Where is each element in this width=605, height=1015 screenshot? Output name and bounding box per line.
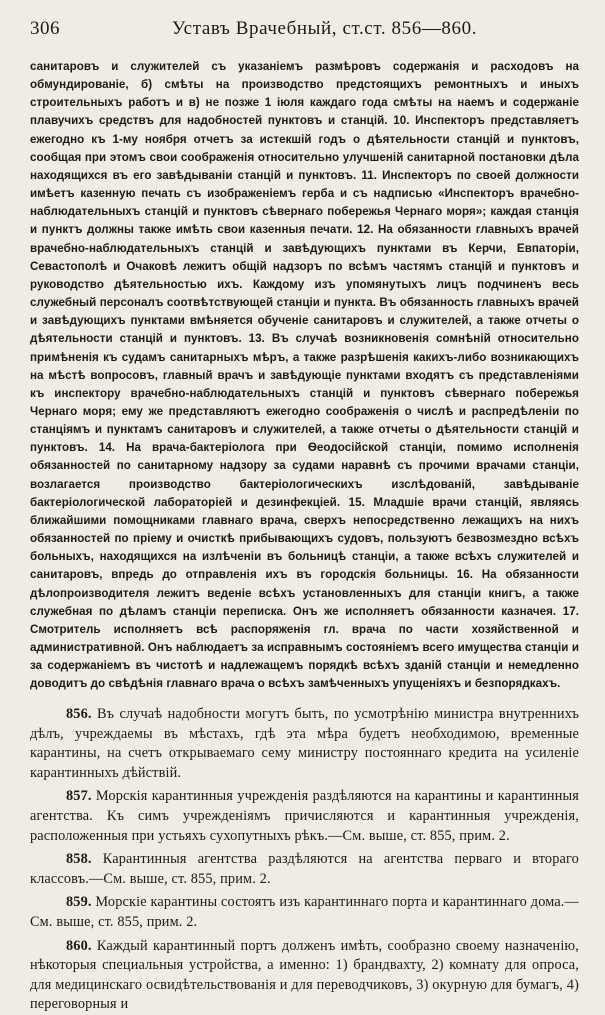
articles-section xyxy=(30,705,579,1015)
article-text: Морскія карантинныя учрежденія раздѣляются на карантины и карантинныя агентства. Къ симъ учрежденіямъ причисляются и карантинныя учрежденія, расположенныя при устьяхъ сухопутныхъ рѣкъ.—См. выше, ст. 855, прим. 2. xyxy=(30,788,579,844)
article-858 xyxy=(30,850,579,889)
article-text: Въ случаѣ надобности могутъ быть, по усмотрѣнію министра внутреннихъ дѣлъ, учреждаемы въ мѣстахъ, гдѣ эта мѣра будетъ необходимою, временные карантины, на счетъ открываемаго сему министру постояннаго кредита на усиленіе карантинныхъ дѣйствій. xyxy=(30,706,579,781)
article-text: Морскіе карантины состоятъ изъ карантиннаго порта и карантиннаго дома.—См. выше, ст. 855, прим. 2. xyxy=(30,894,579,930)
article-text: Карантинныя агентства раздѣляются на агентства перваго и втораго классовъ.—См. выше, ст. 855, прим. 2. xyxy=(30,851,579,887)
article-number: 859. xyxy=(66,894,92,911)
article-857 xyxy=(30,787,579,846)
running-head: Уставъ Врачебный, ст.ст. 856—860. xyxy=(171,18,478,39)
article-number: 860. xyxy=(66,937,92,954)
page-number: 306 xyxy=(30,18,60,39)
article-859 xyxy=(30,893,579,932)
continuation-paragraph: санитаровъ и служителей съ указаніемъ размѣровъ содержанія и расходовъ на обмундированіе, б) смѣты на производство предстоящихъ ремонтныхъ и иныхъ строительныхъ работъ и в) не позже 1 іюля каждаго года смѣты на наемъ и содержаніе плавучихъ средствъ для надобностей пунктовъ и станцій. 10. Инспекторъ представляетъ ежегодно къ 1-му ноября отчетъ за истекшій годъ о дѣятельности станцій и пунктовъ, сообщая при этомъ свои соображенія относительно улучшеній санитарной постановки дѣла находящихся въ его завѣдываніи станцій и пунктовъ. 11. Инспекторъ по своей должности имѣетъ казенную печать съ изображеніемъ герба и съ надписью «Инспекторъ врачебно-наблюдательныхъ станцій и пунктовъ сѣвернаго побережья Чернаго моря»; каждая станція и пунктъ должны также имѣть свои казенныя печати. 12. На обязанности главныхъ врачей врачебно-наблюдательныхъ станцій и завѣдующихъ пунктами въ Керчи, Евпаторіи, Севастополѣ и Очаковѣ лежитъ общій надзоръ по всѣмъ частямъ станцій и пунктовъ и руководство дѣятельностью ихъ. Каждому изъ упомянутыхъ лицъ подчиненъ весь служебный персоналъ соотвѣтствующей станціи и пункта. Въ обязанность главныхъ врачей и завѣдующихъ пунктами вмѣняется обученіе санитаровъ и служителей, а также отчеты о дѣятельности станцій и пунктовъ. 13. Въ случаѣ возникновенія сомнѣній относительно примѣненія къ судамъ санитарныхъ мѣръ, а также разрѣшенія какихъ-либо возникающихъ на мѣстѣ вопросовъ, главный врачъ и завѣдующіе пунктами входятъ съ представленіями къ инспектору врачебно-наблюдательныхъ станцій и пунктовъ сѣвернаго побережья Чернаго моря; ему же представляютъ ежегодно соображенія о числѣ и распредѣленіи по станціямъ и пунктамъ санитаровъ и служителей, а также отчеты о дѣятельности станцій и пунктовъ. 14. На врача-бактеріолога при Ѳеодосійской станціи, помимо исполненія обязанностей по санитарному надзору за судами наравнѣ съ прочими врачами станціи, возлагается производство бактеріологическихъ изслѣдованій, завѣдываніе бактеріологической лабораторіей и дезинфекціей. 15. Младшіе врачи станцій, являясь ближайшими помощниками главнаго врача, сверхъ непосредственно лежащихъ на нихъ обязанностей по пріему и очисткѣ прибывающихъ судовъ, пользуютъ безвозмездно всѣхъ больныхъ, находящихся на излѣченіи въ больницѣ станціи, а также всѣхъ служителей и санитаровъ, впредь до отправленія ихъ въ городскія больницы. 16. На обязанности дѣлопроизводителя лежитъ веденіе всѣхъ установленныхъ для станціи книгъ, а также служебная по дѣламъ станціи переписка. Онъ же исполняетъ обязанности казначея. 17. Смотритель исполняетъ всѣ распоряженія гл. врача по части хозяйственной и административной. Онъ наблюдаетъ за исправнымъ состояніемъ всего имущества станціи и за содержаніемъ въ чистотѣ и надлежащемъ порядкѣ всѣхъ зданій станціи и немедленно доводитъ до свѣдѣнія главнаго врача о всѣхъ замѣченныхъ упущеніяхъ и безпорядкахъ. xyxy=(30,60,579,691)
page-header xyxy=(30,16,579,48)
article-number: 856. xyxy=(66,706,92,723)
article-number: 858. xyxy=(66,851,92,868)
article-860 xyxy=(30,937,579,1015)
article-text: Каждый карантинный портъ долженъ имѣть, сообразно своему назначенію, нѣкоторыя специальныя устройства, а именно: 1) брандвахту, 2) комнату для опроса, для медицинскаго освидѣтельствованія и для переводчиковъ, 3) окурную для бумагъ, 4) переговорныя и xyxy=(30,937,579,1013)
article-856 xyxy=(30,705,579,783)
article-number: 857. xyxy=(66,788,92,805)
